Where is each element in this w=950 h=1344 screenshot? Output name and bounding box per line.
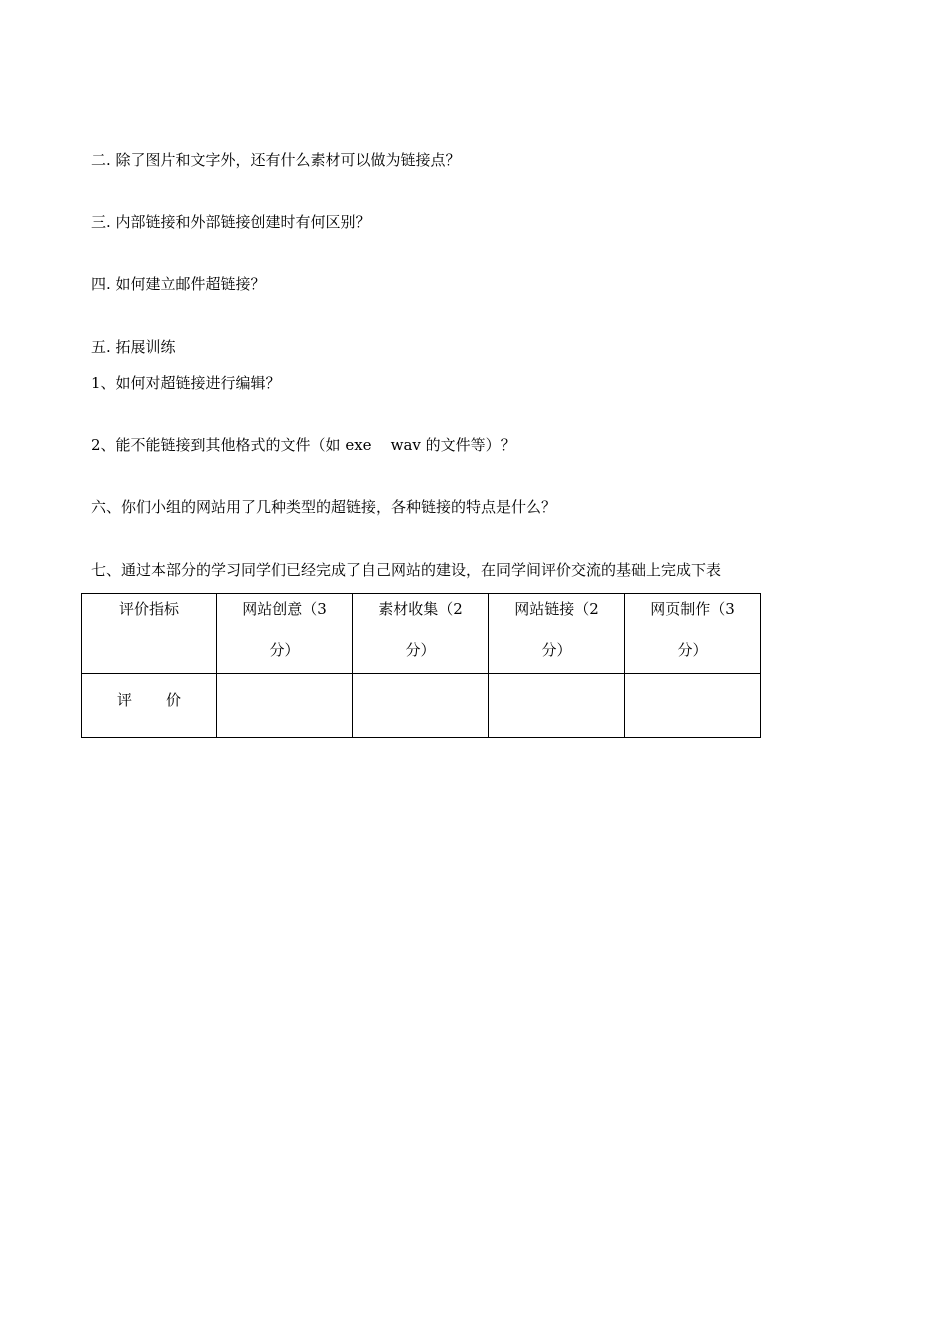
header-cell-criteria [82,594,217,674]
header-cell-links [489,594,625,674]
score-cell-links[interactable] [489,674,625,738]
header-cell-text-line2: 分） [677,641,708,659]
section-5-heading: 五. 拓展训练 [91,338,176,356]
table-row [82,674,761,738]
header-cell-text: 素材收集（2 [378,600,463,618]
exercise-2: 2、能不能链接到其他格式的文件（如 exe wav 的文件等）？ [91,436,516,454]
row-label-b: 价 [166,691,182,709]
header-cell-text: 评价指标 [118,600,179,618]
header-cell-webpage [625,594,761,674]
question-2: 二. 除了图片和文字外，还有什么素材可以做为链接点？ [91,151,461,169]
row-label-a: 评 [116,691,132,709]
header-cell-materials [353,594,489,674]
question-6: 六、你们小组的网站用了几种类型的超链接，各种链接的特点是什么？ [91,498,557,516]
score-cell-webpage[interactable] [625,674,761,738]
evaluation-table [81,593,761,738]
header-cell-text: 网页制作（3 [650,600,735,618]
header-cell-text: 网站链接（2 [514,600,599,618]
score-cell-creativity[interactable] [217,674,353,738]
header-cell-text: 网站创意（3 [242,600,327,618]
question-7: 七、通过本部分的学习同学们已经完成了自己网站的建设，在同学间评价交流的基础上完成下表 [91,561,722,579]
exercise-1: 1、如何对超链接进行编辑？ [91,374,281,392]
row-label-cell [82,674,217,738]
table-header-row [82,594,761,674]
header-cell-text-line2: 分） [541,641,572,659]
header-cell-creativity [217,594,353,674]
score-cell-materials[interactable] [353,674,489,738]
header-cell-text-line2: 分） [405,641,436,659]
question-4: 四. 如何建立邮件超链接？ [91,275,266,293]
question-3: 三. 内部链接和外部链接创建时有何区别？ [91,213,371,231]
header-cell-text-line2: 分） [269,641,300,659]
